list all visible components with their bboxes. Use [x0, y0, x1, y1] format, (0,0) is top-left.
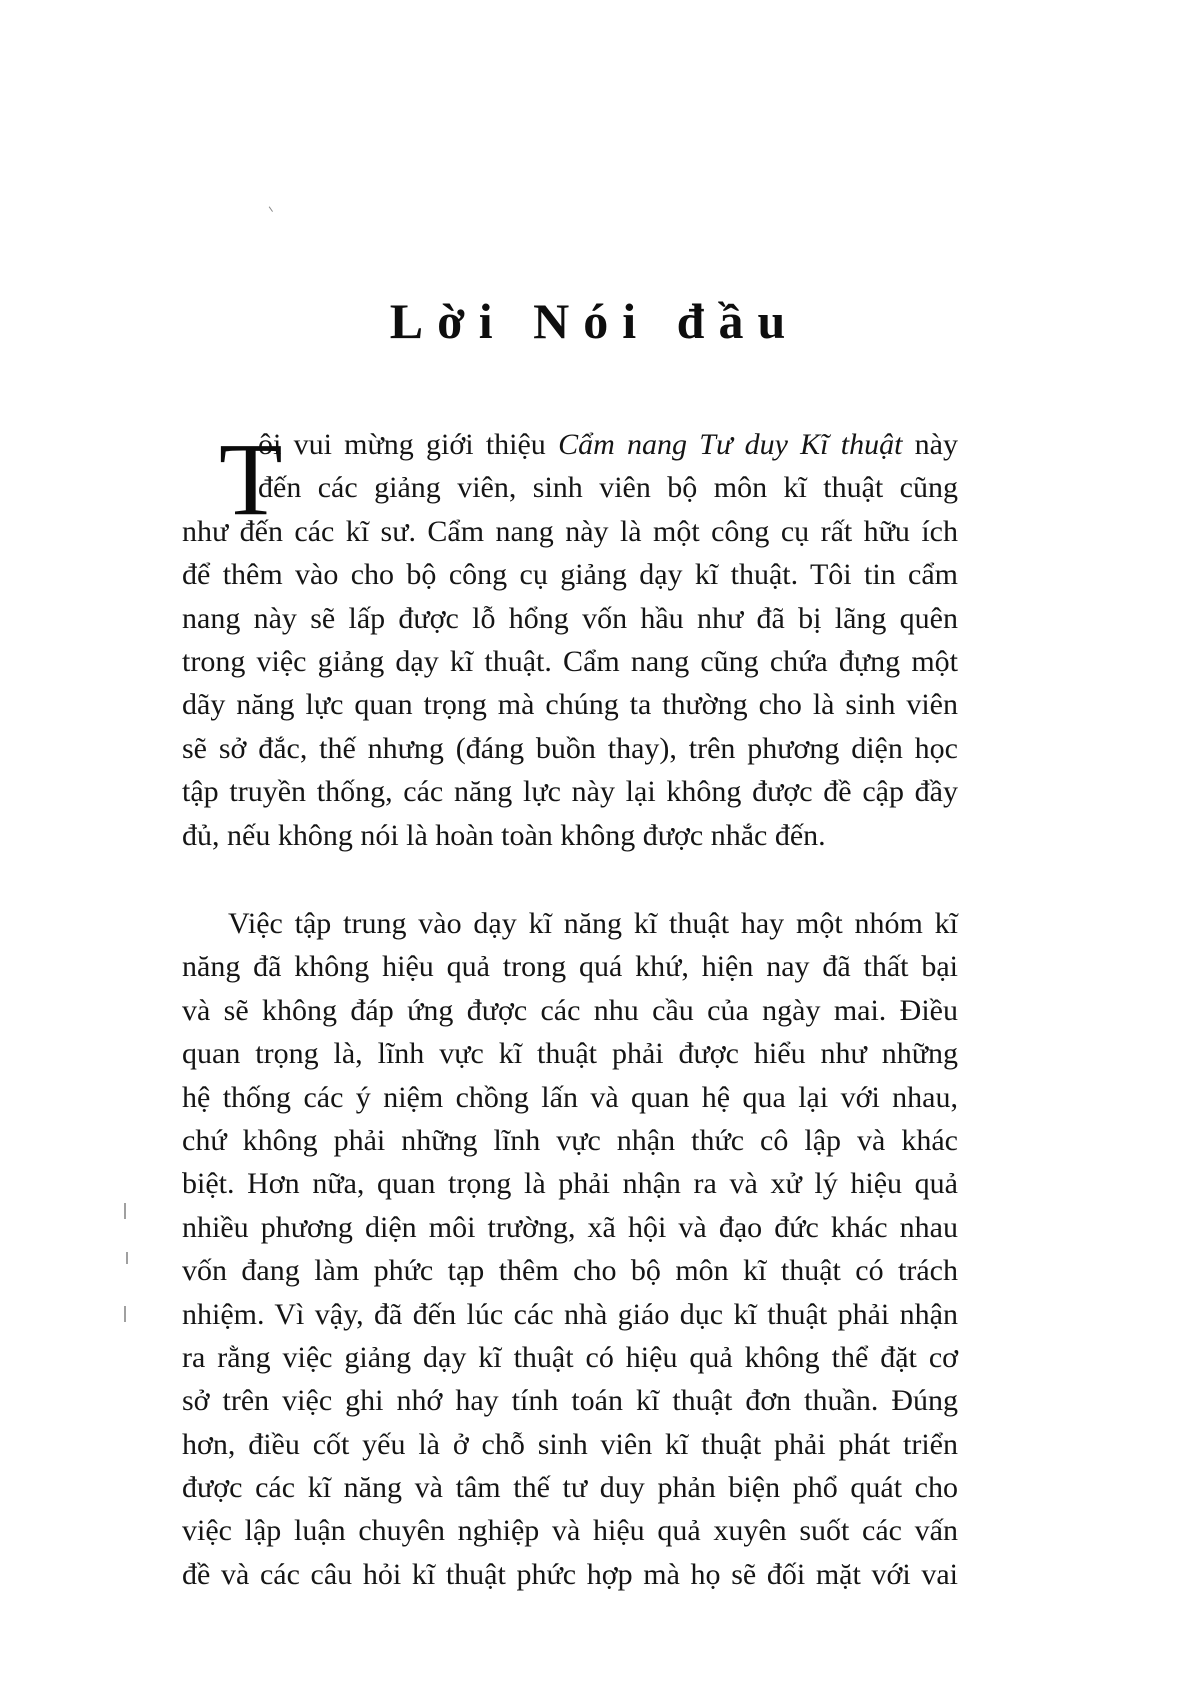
text-line: đến các giảng viên, sinh viên bộ môn kĩ thuật cũng [258, 471, 958, 505]
scan-mark [124, 1306, 126, 1322]
paragraph-1 [182, 423, 958, 857]
text-line: trong việc giảng dạy kĩ thuật. Cẩm nang cũng chứa đựng một [182, 644, 958, 678]
book-title-italic: Cẩm nang Tư duy Kĩ thuật [558, 428, 903, 461]
text-line: nhiệm. Vì vậy, đã đến lúc các nhà giáo dục kĩ thuật phải nhận [182, 1297, 958, 1331]
text-line: để thêm vào cho bộ công cụ giảng dạy kĩ thuật. Tôi tin cẩm [182, 558, 958, 592]
text-line: năng đã không hiệu quả trong quá khứ, hiện nay đã thất bại [182, 950, 958, 984]
text-line: đề và các câu hỏi kĩ thuật phức hợp mà họ sẽ đối mặt với vai [182, 1557, 958, 1591]
drop-cap: T [219, 422, 283, 537]
text-line: vốn đang làm phức tạp thêm cho bộ môn kĩ thuật có trách [182, 1254, 958, 1288]
text-line: ôi vui mừng giới thiệu Cẩm nang Tư duy Kĩ thuật này [258, 428, 958, 461]
text-line: dãy năng lực quan trọng mà chúng ta thường cho là sinh viên [182, 688, 958, 722]
scan-mark [269, 204, 277, 212]
text-line: được các kĩ năng và tâm thế tư duy phản biện phổ quát cho [182, 1471, 958, 1505]
text-line: tập truyền thống, các năng lực này lại không được đề cập đầy [182, 775, 958, 809]
text-line: quan trọng là, lĩnh vực kĩ thuật phải được hiểu như những [182, 1037, 958, 1071]
text-line: chứ không phải những lĩnh vực nhận thức cô lập và khác [182, 1123, 958, 1157]
paragraph-2 [182, 902, 958, 1596]
text-line: hệ thống các ý niệm chồng lấn và quan hệ qua lại với nhau, [182, 1080, 958, 1114]
scan-mark [126, 1252, 128, 1264]
page-title: Lời Nói đầu [389, 292, 800, 349]
text-line: biệt. Hơn nữa, quan trọng là phải nhận ra và xử lý hiệu quả [182, 1167, 958, 1201]
text-line: nang này sẽ lấp được lỗ hổng vốn hầu như đã bị lãng quên [182, 601, 958, 635]
text-line: như đến các kĩ sư. Cẩm nang này là một công cụ rất hữu ích [182, 514, 958, 548]
text-line: Việc tập trung vào dạy kĩ năng kĩ thuật hay một nhóm kĩ [228, 907, 958, 940]
text-line: sẽ sở đắc, thế nhưng (đáng buồn thay), trên phương diện học [182, 731, 958, 765]
text-line: việc lập luận chuyên nghiệp và hiệu quả xuyên suốt các vấn [182, 1514, 958, 1548]
text-line: ra rằng việc giảng dạy kĩ thuật có hiệu quả không thể đặt cơ [182, 1340, 958, 1374]
text-line: nhiều phương diện môi trường, xã hội và đạo đức khác nhau [182, 1210, 958, 1244]
text-line: đủ, nếu không nói là hoàn toàn không được nhắc đến. [182, 818, 826, 852]
text-line: hơn, điều cốt yếu là ở chỗ sinh viên kĩ thuật phải phát triển [182, 1427, 958, 1461]
text-line: và sẽ không đáp ứng được các nhu cầu của ngày mai. Điều [182, 993, 958, 1027]
text-line: sở trên việc ghi nhớ hay tính toán kĩ thuật đơn thuần. Đúng [182, 1384, 958, 1418]
scan-mark [124, 1203, 126, 1219]
